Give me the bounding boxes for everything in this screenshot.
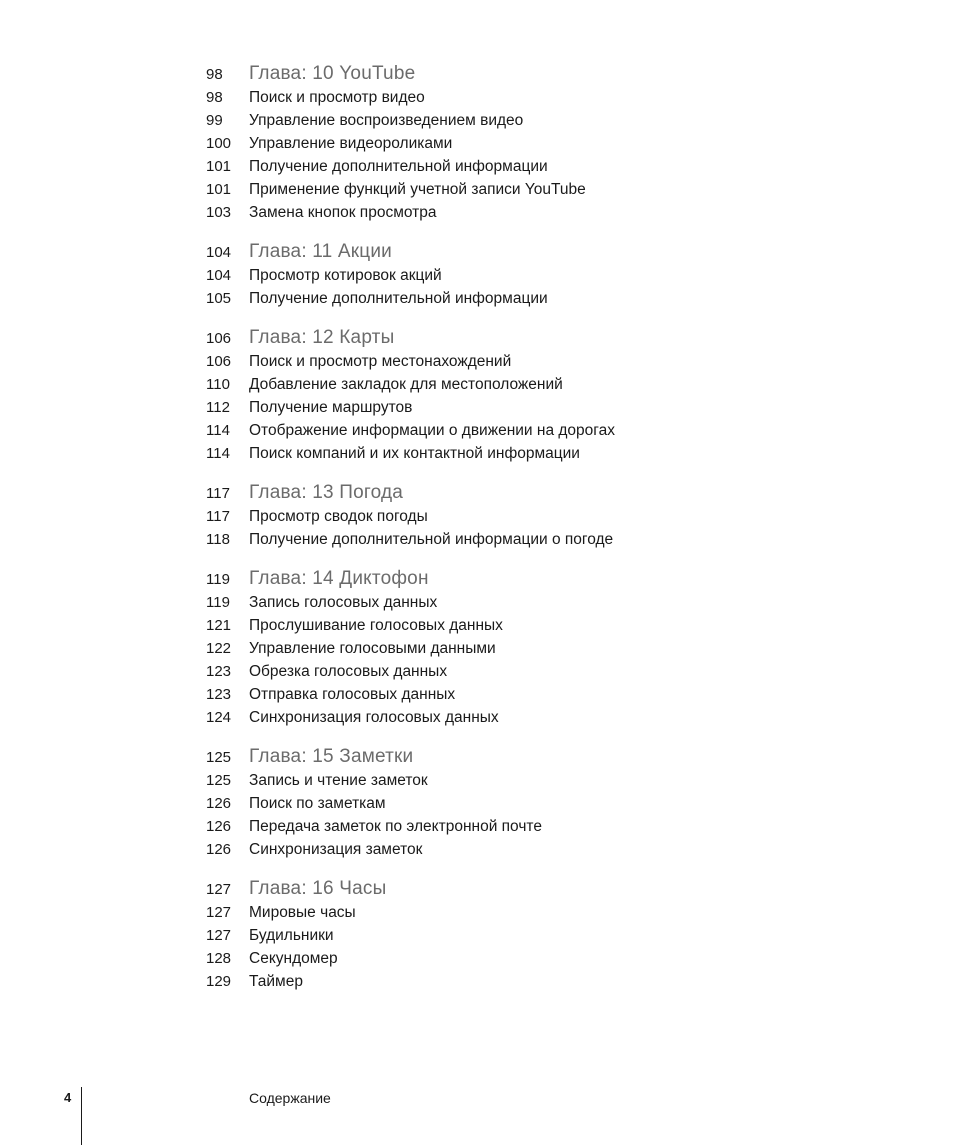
entry-title: Будильники	[249, 927, 334, 944]
entry-page-number: 101	[206, 158, 232, 175]
chapter-heading[interactable]	[206, 877, 806, 901]
entry-page-number: 127	[206, 927, 232, 944]
chapter-heading[interactable]	[206, 567, 806, 591]
entry-page-number: 103	[206, 204, 232, 221]
entry-title: Поиск компаний и их контактной информации	[249, 445, 580, 462]
toc-entry[interactable]	[206, 924, 806, 947]
entry-title: Просмотр котировок акций	[249, 267, 442, 284]
entry-title: Получение дополнительной информации о погоде	[249, 531, 614, 548]
entry-title: Таймер	[249, 973, 303, 990]
chapter-page-number: 106	[206, 330, 232, 347]
chapter-title: Глава: 15 Заметки	[249, 746, 414, 767]
entry-title: Отправка голосовых данных	[249, 686, 456, 703]
toc-entry[interactable]	[206, 591, 806, 614]
chapter-page-number: 98	[206, 66, 223, 83]
entry-title: Получение маршрутов	[249, 399, 413, 416]
chapter-heading[interactable]	[206, 240, 806, 264]
toc-entry[interactable]	[206, 373, 806, 396]
entry-page-number: 100	[206, 135, 232, 152]
entry-title: Поиск и просмотр местонахождений	[249, 353, 512, 370]
chapter-heading[interactable]	[206, 745, 806, 769]
toc-chapter	[206, 62, 806, 224]
toc-entry[interactable]	[206, 350, 806, 373]
toc-entry[interactable]	[206, 792, 806, 815]
entry-page-number: 123	[206, 686, 232, 703]
entry-page-number: 124	[206, 709, 232, 726]
chapter-title: Глава: 14 Диктофон	[249, 568, 429, 589]
entry-title: Синхронизация заметок	[249, 841, 423, 858]
toc-entry[interactable]	[206, 178, 806, 201]
entry-title: Получение дополнительной информации	[249, 158, 548, 175]
footer-divider	[81, 1087, 82, 1145]
entry-title: Запись и чтение заметок	[249, 772, 428, 789]
toc-entry[interactable]	[206, 155, 806, 178]
chapter-page-number: 117	[206, 485, 230, 502]
entry-page-number: 118	[206, 531, 230, 548]
toc-entry[interactable]	[206, 287, 806, 310]
toc-entry[interactable]	[206, 683, 806, 706]
toc-entry[interactable]	[206, 970, 806, 993]
entry-page-number: 99	[206, 112, 223, 129]
toc-entry[interactable]	[206, 505, 806, 528]
entry-page-number: 117	[206, 508, 230, 525]
entry-page-number: 105	[206, 290, 232, 307]
entry-title: Управление видеороликами	[249, 135, 453, 152]
entry-page-number: 121	[206, 617, 232, 634]
entry-title: Управление голосовыми данными	[249, 640, 496, 657]
entry-title: Замена кнопок просмотра	[249, 204, 437, 221]
toc-chapter	[206, 481, 806, 551]
toc-entry[interactable]	[206, 442, 806, 465]
toc-entry[interactable]	[206, 901, 806, 924]
toc-entry[interactable]	[206, 396, 806, 419]
chapter-title: Глава: 16 Часы	[249, 878, 387, 899]
toc-entry[interactable]	[206, 660, 806, 683]
entry-title: Синхронизация голосовых данных	[249, 709, 499, 726]
entry-page-number: 98	[206, 89, 223, 106]
entry-title: Секундомер	[249, 950, 338, 967]
toc-entry[interactable]	[206, 419, 806, 442]
entry-title: Добавление закладок для местоположений	[249, 376, 563, 393]
toc-entry[interactable]	[206, 132, 806, 155]
table-of-contents	[206, 62, 806, 1009]
toc-entry[interactable]	[206, 769, 806, 792]
chapter-title: Глава: 12 Карты	[249, 327, 395, 348]
entry-title: Отображение информации о движении на дорогах	[249, 422, 615, 439]
toc-chapter	[206, 745, 806, 861]
chapter-title: Глава: 10 YouTube	[249, 63, 416, 84]
entry-title: Применение функций учетной записи YouTube	[249, 181, 586, 198]
entry-page-number: 122	[206, 640, 232, 657]
chapter-heading[interactable]	[206, 326, 806, 350]
toc-chapter	[206, 567, 806, 729]
chapter-page-number: 127	[206, 881, 232, 898]
entry-page-number: 126	[206, 795, 232, 812]
entry-page-number: 106	[206, 353, 232, 370]
entry-title: Поиск и просмотр видео	[249, 89, 425, 106]
entry-page-number: 104	[206, 267, 232, 284]
entry-title: Мировые часы	[249, 904, 356, 921]
toc-entry[interactable]	[206, 201, 806, 224]
chapter-title: Глава: 11 Акции	[249, 241, 392, 262]
toc-entry[interactable]	[206, 815, 806, 838]
chapter-page-number: 104	[206, 244, 232, 261]
entry-title: Получение дополнительной информации	[249, 290, 548, 307]
toc-entry[interactable]	[206, 947, 806, 970]
toc-chapter	[206, 877, 806, 993]
entry-page-number: 119	[206, 594, 230, 611]
entry-page-number: 127	[206, 904, 232, 921]
chapter-page-number: 119	[206, 571, 230, 588]
chapter-title: Глава: 13 Погода	[249, 482, 404, 503]
entry-title: Передача заметок по электронной почте	[249, 818, 542, 835]
entry-title: Обрезка голосовых данных	[249, 663, 448, 680]
chapter-heading[interactable]	[206, 62, 806, 86]
entry-page-number: 126	[206, 818, 232, 835]
entry-page-number: 114	[206, 445, 230, 462]
entry-title: Управление воспроизведением видео	[249, 112, 524, 129]
entry-page-number: 101	[206, 181, 232, 198]
entry-page-number: 128	[206, 950, 232, 967]
page-number: 4	[64, 1090, 72, 1105]
entry-title: Запись голосовых данных	[249, 594, 438, 611]
toc-entry[interactable]	[206, 637, 806, 660]
toc-chapter	[206, 326, 806, 465]
entry-title: Прослушивание голосовых данных	[249, 617, 503, 634]
toc-entry[interactable]	[206, 264, 806, 287]
toc-entry[interactable]	[206, 86, 806, 109]
toc-entry[interactable]	[206, 109, 806, 132]
chapter-heading[interactable]	[206, 481, 806, 505]
entry-page-number: 112	[206, 399, 230, 416]
toc-entry[interactable]	[206, 838, 806, 861]
entry-page-number: 126	[206, 841, 232, 858]
entry-page-number: 125	[206, 772, 232, 789]
toc-chapter	[206, 240, 806, 310]
chapter-page-number: 125	[206, 749, 232, 766]
entry-page-number: 129	[206, 973, 232, 990]
entry-title: Поиск по заметкам	[249, 795, 386, 812]
entry-page-number: 123	[206, 663, 232, 680]
toc-entry[interactable]	[206, 528, 806, 551]
entry-page-number: 110	[206, 376, 230, 393]
toc-entry[interactable]	[206, 614, 806, 637]
entry-page-number: 114	[206, 422, 230, 439]
toc-entry[interactable]	[206, 706, 806, 729]
entry-title: Просмотр сводок погоды	[249, 508, 428, 525]
footer-section-title: Содержание	[249, 1090, 331, 1106]
